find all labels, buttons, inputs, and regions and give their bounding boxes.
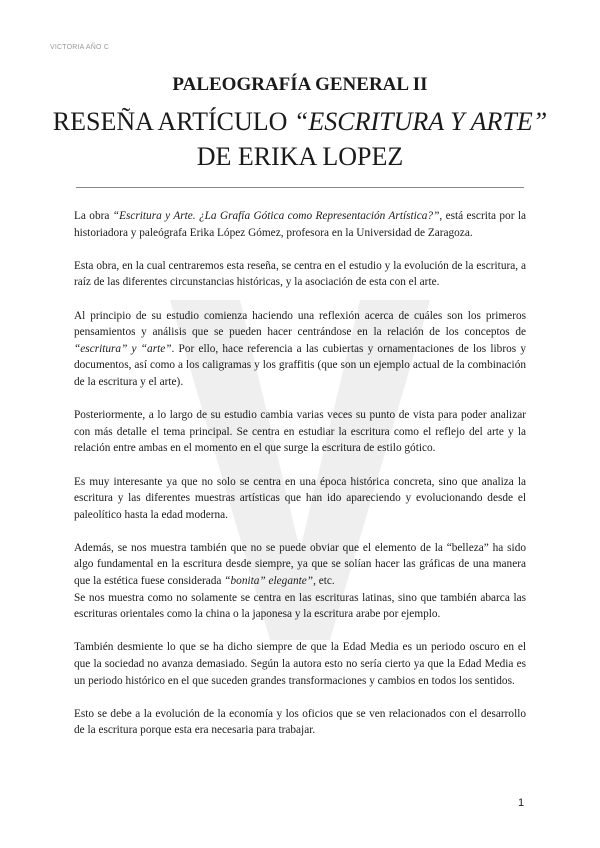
subtitle-suffix: DE ERIKA LOPEZ <box>196 142 404 171</box>
paragraph-1-rest: , está escrita por la historiadora y paleógrafa Erika López Gómez, profesora en la Universidad de Zaragoza. <box>74 210 526 239</box>
paragraph-3 <box>74 308 526 391</box>
paragraph-3-rest: . Por ello, hace referencia a las cubiertas y ornamentaciones de los libros y documentos, así como a los caligramas y los graffitis (que son un ejemplo actual de la combinación de la escritura y el arte). <box>74 342 526 388</box>
concepts-italic: “escritura” y “arte” <box>74 342 172 355</box>
review-body <box>74 208 526 756</box>
subtitle-prefix: RESEÑA ARTÍCULO <box>52 107 294 136</box>
paragraph-5: Es muy interesante ya que no solo se centra en una época histórica concreta, sino que analiza la escritura y las diferentes muestras artísticas que han ido apareciendo y evolucionando desde el paleolítico hasta la edad moderna. <box>74 475 526 521</box>
paragraph-2: Esta obra, en la cual centraremos esta reseña, se centra en el estudio y la evolución de la escritura, a raíz de las diferentes circunstancias históricas, y la asociación de esta con el arte. <box>74 259 526 289</box>
beauty-italic: “bonita” elegante” <box>224 575 314 588</box>
paragraph-8: También desmiente lo que se ha dicho siempre de que la Edad Media es un periodo oscuro en el que la sociedad no avanza demasiado. Según la autora esto no sería cierto ya que la Edad Media es un periodo histórico en el que suceden grandes transformaciones y cambios en todos los sentidos. <box>74 641 526 687</box>
paragraph-6 <box>74 540 526 590</box>
article-title-italic: “Escritura y Arte. ¿La Grafía Gótica como Representación Artística?” <box>112 210 440 222</box>
page-number: 1 <box>518 797 525 809</box>
paragraph-6-lead: Además, se nos muestra también que no se puede obviar que el elemento de la “belleza” ha sido algo fundamental en la escritura desde siempre, ya que se solían hacer las gráficas de una manera que la estética fuese considerada <box>74 541 526 588</box>
author-mark: VICTORIA AÑO C <box>50 44 110 51</box>
paragraph-1 <box>74 208 526 241</box>
paragraph-9: Esto se debe a la evolución de la economía y los oficios que se ven relacionados con el desarrollo de la escritura porque esta era necesaria para trabajar. <box>74 707 526 737</box>
paragraph-3-lead: Al principio de su estudio comienza haciendo una reflexión acerca de cuáles son los primeros pensamientos y análisis que se pueden hacer centrándose en la relación de los conceptos de <box>74 309 526 339</box>
title-divider <box>76 187 524 188</box>
subtitle-article-name: “ESCRITURA Y ARTE” <box>293 107 548 136</box>
paragraph-6-rest: , etc. <box>313 575 335 588</box>
paragraph-7: Se nos muestra como no solamente se centra en las escrituras latinas, sino que también abarca las escrituras orientales como la china o la japonesa y la escritura arabe por ejemplo. <box>74 591 526 621</box>
paragraph-1-lead: La obra <box>74 210 113 222</box>
document-title: PALEOGRAFÍA GENERAL II <box>172 74 428 95</box>
paragraph-4: Posteriormente, a lo largo de su estudio cambia varias veces su punto de vista para poder analizar con más detalle el tema principal. Se centra en estudiar la escritura como el reflejo del arte y la relación entre ambas en el momento en el que surge la escritura de estilo gótico. <box>74 409 526 455</box>
document-subtitle <box>50 104 550 174</box>
